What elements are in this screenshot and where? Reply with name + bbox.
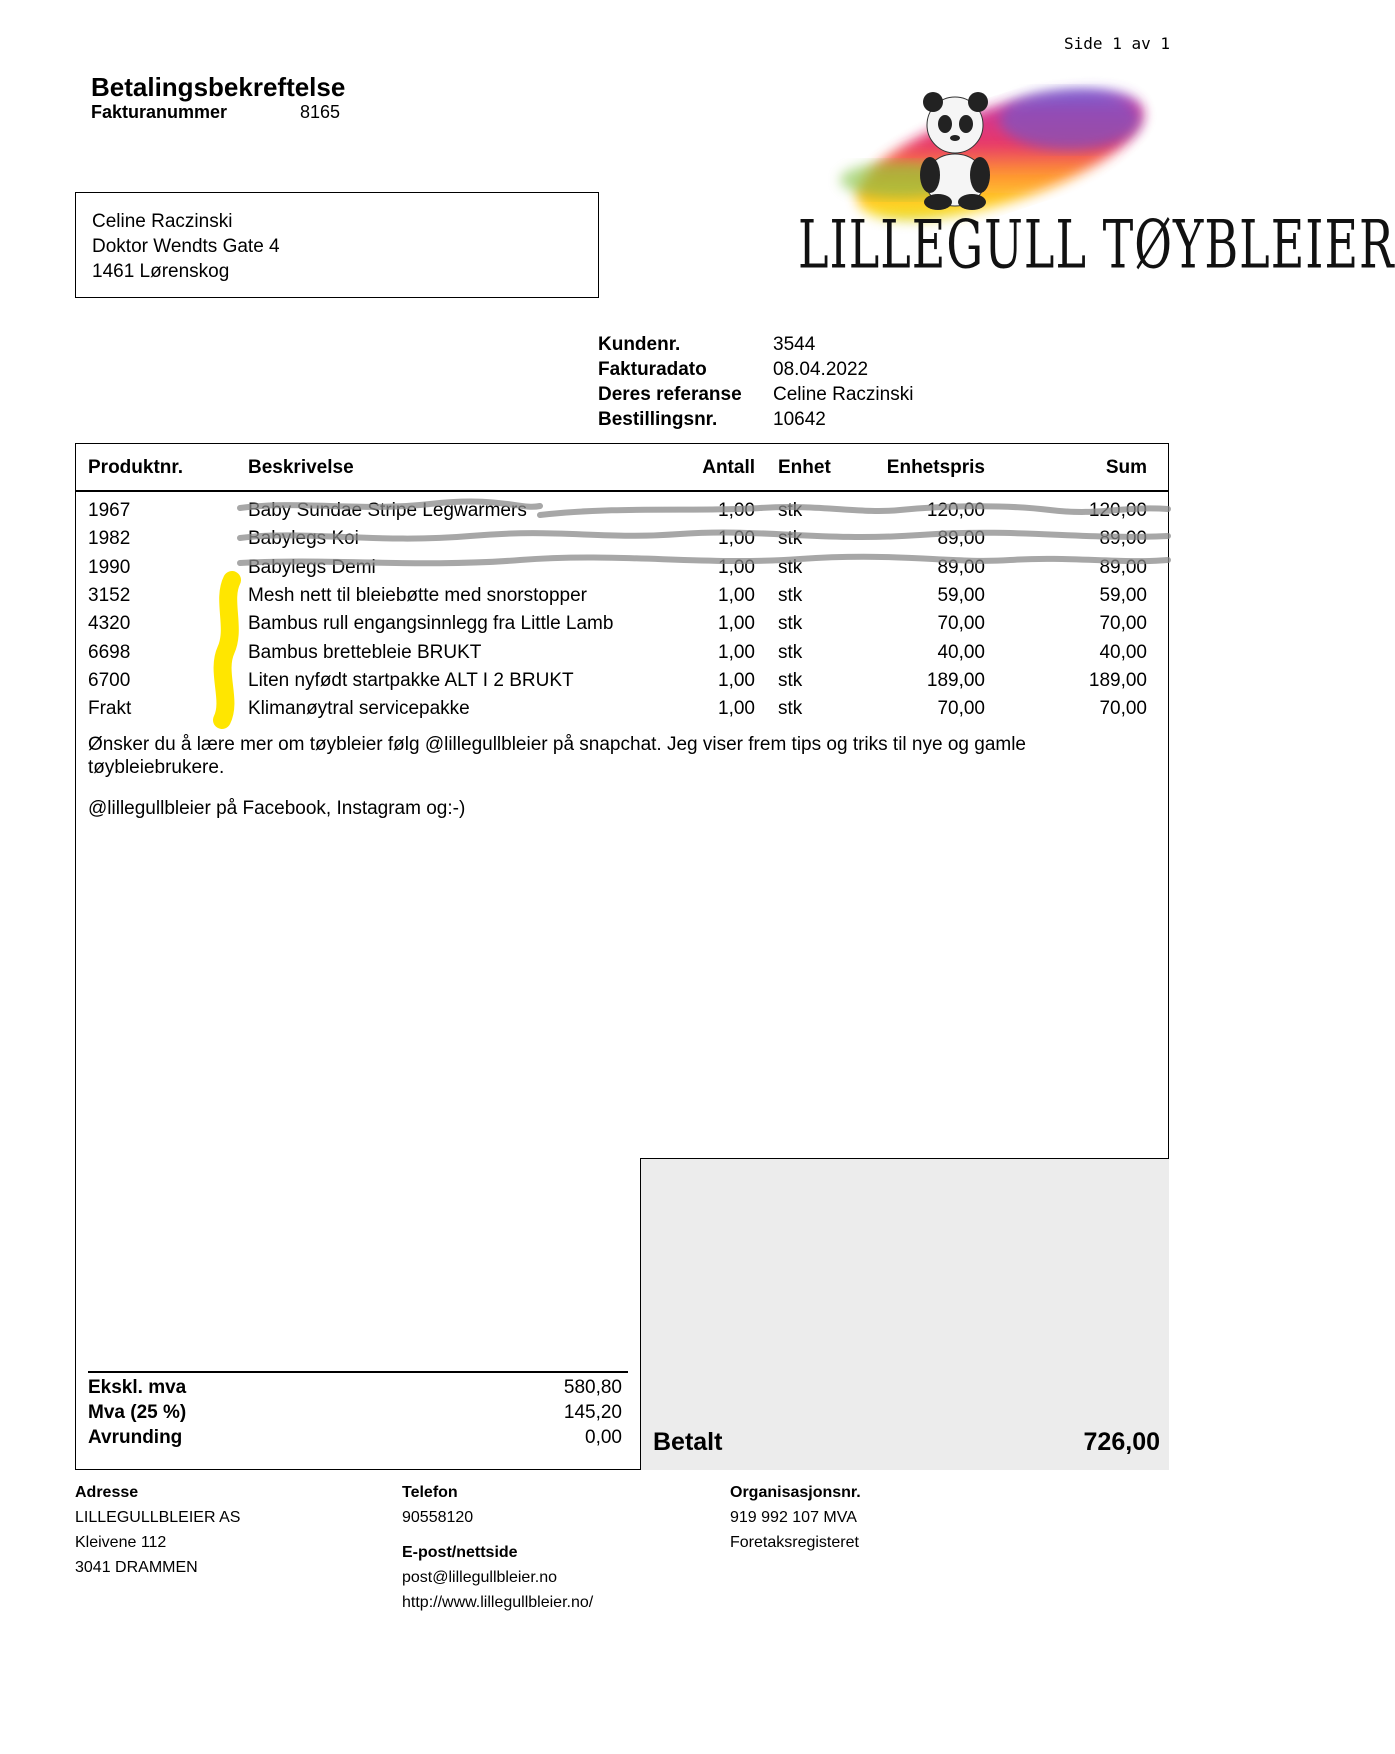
row-6-sum: 40,00 xyxy=(1099,641,1147,663)
paid-summary-box xyxy=(640,1158,1169,1470)
row-7-quantity: 1,00 xyxy=(718,669,755,691)
row-8-sum: 70,00 xyxy=(1099,698,1147,720)
footer-email[interactable]: post@lillegullbleier.no xyxy=(402,1569,557,1586)
page-number: Side 1 av 1 xyxy=(1064,34,1170,53)
row-6-unit-price: 40,00 xyxy=(937,641,985,663)
totals-divider xyxy=(88,1371,628,1373)
invoice-date-label: Fakturadato xyxy=(598,359,707,380)
company-logo xyxy=(790,80,1395,290)
footer-org-label: Organisasjonsnr. xyxy=(730,1484,861,1501)
row-5-unit: stk xyxy=(778,613,803,635)
order-number: 10642 xyxy=(773,409,826,430)
footer-phone-label: Telefon xyxy=(402,1484,458,1501)
ex-vat-label: Ekskl. mva xyxy=(88,1377,187,1398)
row-7-description: Liten nyfødt startpakke ALT I 2 BRUKT xyxy=(248,669,574,691)
row-8-unit: stk xyxy=(778,698,803,720)
document-title: Betalingsbekreftelse xyxy=(91,72,346,102)
recipient-address-box xyxy=(75,192,599,298)
row-8-description: Klimanøytral servicepakke xyxy=(248,698,470,720)
reference-label: Deres referanse xyxy=(598,384,742,405)
row-7-unit: stk xyxy=(778,669,803,691)
column-header-unit-price: Enhetspris xyxy=(886,457,985,478)
footer-org-number: 919 992 107 MVA xyxy=(730,1509,857,1526)
row-2-product-no: 1982 xyxy=(88,528,131,550)
column-header-sum: Sum xyxy=(1105,457,1147,478)
footer-org xyxy=(730,1480,861,1555)
footer-email-label: E-post/nettside xyxy=(402,1544,518,1561)
row-3-sum: 89,00 xyxy=(1099,556,1147,578)
row-5-sum: 70,00 xyxy=(1099,613,1147,635)
row-6-description: Bambus brettebleie BRUKT xyxy=(248,641,482,663)
customer-number-label: Kundenr. xyxy=(598,334,681,355)
logo-text: LILLEGULL TØYBLEIER xyxy=(798,205,1395,284)
row-2-description: Babylegs Koi xyxy=(248,528,359,550)
row-3-product-no: 1990 xyxy=(88,556,131,578)
footer-address-label: Adresse xyxy=(75,1484,139,1501)
row-3-unit-price: 89,00 xyxy=(937,556,985,578)
footer-city: 3041 DRAMMEN xyxy=(75,1559,198,1576)
row-6-quantity: 1,00 xyxy=(718,641,755,663)
rounding-label: Avrunding xyxy=(88,1427,183,1448)
row-1-quantity: 1,00 xyxy=(718,500,755,521)
row-4-unit: stk xyxy=(778,584,803,606)
row-8-unit-price: 70,00 xyxy=(937,698,985,720)
footer-contact xyxy=(402,1480,593,1615)
paid-label: Betalt xyxy=(653,1428,723,1456)
vat-label: Mva (25 %) xyxy=(88,1402,187,1423)
table-header-divider xyxy=(75,490,1169,492)
column-header-quantity: Antall xyxy=(702,457,755,478)
row-7-sum: 189,00 xyxy=(1088,669,1147,691)
footer-phone: 90558120 xyxy=(402,1509,474,1526)
row-1-sum: 120,00 xyxy=(1088,500,1147,521)
row-8-quantity: 1,00 xyxy=(718,698,755,720)
row-8-product-no: Frakt xyxy=(88,698,132,720)
footer-website[interactable]: http://www.lillegullbleier.no/ xyxy=(402,1594,594,1611)
row-1-product-no: 1967 xyxy=(88,500,131,521)
row-7-product-no: 6700 xyxy=(88,669,131,691)
info-note: Ønsker du å lære mer om tøybleier følg @lillegullbleier på snapchat. Jeg viser frem tips og triks til nye og gamle tøybleiebrukere. xyxy=(88,734,1026,778)
row-5-quantity: 1,00 xyxy=(718,613,755,635)
row-4-product-no: 3152 xyxy=(88,584,131,606)
row-4-unit-price: 59,00 xyxy=(937,584,985,606)
reference: Celine Raczinski xyxy=(773,384,914,405)
row-2-unit-price: 89,00 xyxy=(937,528,985,550)
row-1-description: Baby Sundae Stripe Legwarmers xyxy=(248,500,527,521)
customer-number: 3544 xyxy=(773,334,816,355)
column-header-description: Beskrivelse xyxy=(248,457,354,478)
row-3-description: Babylegs Demi xyxy=(248,556,376,578)
footer-registry: Foretaksregisteret xyxy=(730,1534,859,1551)
footer-company: LILLEGULLBLEIER AS xyxy=(75,1509,241,1526)
invoice-number: 8165 xyxy=(300,102,341,122)
footer-street: Kleivene 112 xyxy=(75,1534,167,1551)
invoice-number-label: Fakturanummer xyxy=(91,102,228,122)
paid-amount: 726,00 xyxy=(1083,1428,1160,1456)
recipient-city: 1461 Lørenskog xyxy=(92,261,230,282)
vat-amount: 145,20 xyxy=(563,1402,622,1423)
invoice-meta xyxy=(598,332,913,432)
column-header-product-no: Produktnr. xyxy=(88,457,184,478)
social-note: @lillegullbleier på Facebook, Instagram og:-) xyxy=(88,798,466,819)
row-2-quantity: 1,00 xyxy=(718,528,755,550)
rounding-amount: 0,00 xyxy=(585,1427,622,1448)
row-2-sum: 89,00 xyxy=(1099,528,1147,550)
row-4-quantity: 1,00 xyxy=(718,584,755,606)
row-6-product-no: 6698 xyxy=(88,641,131,663)
row-7-unit-price: 189,00 xyxy=(926,669,985,691)
row-4-sum: 59,00 xyxy=(1099,584,1147,606)
row-5-description: Bambus rull engangsinnlegg fra Little Lamb xyxy=(248,613,614,635)
rainbow-splash-icon xyxy=(790,80,1170,210)
invoice-date: 08.04.2022 xyxy=(773,359,869,380)
row-3-unit: stk xyxy=(778,556,803,578)
recipient-street: Doktor Wendts Gate 4 xyxy=(92,236,280,257)
row-1-unit: stk xyxy=(778,500,803,521)
row-1-unit-price: 120,00 xyxy=(926,500,985,521)
row-5-unit-price: 70,00 xyxy=(937,613,985,635)
row-2-unit: stk xyxy=(778,528,803,550)
row-5-product-no: 4320 xyxy=(88,613,131,635)
column-header-unit: Enhet xyxy=(778,457,831,478)
ex-vat-amount: 580,80 xyxy=(563,1377,622,1398)
order-number-label: Bestillingsnr. xyxy=(598,409,718,430)
footer-address xyxy=(75,1480,240,1580)
row-3-quantity: 1,00 xyxy=(718,556,755,578)
row-6-unit: stk xyxy=(778,641,803,663)
recipient-name: Celine Raczinski xyxy=(92,211,233,232)
row-4-description: Mesh nett til bleiebøtte med snorstopper xyxy=(248,584,588,606)
